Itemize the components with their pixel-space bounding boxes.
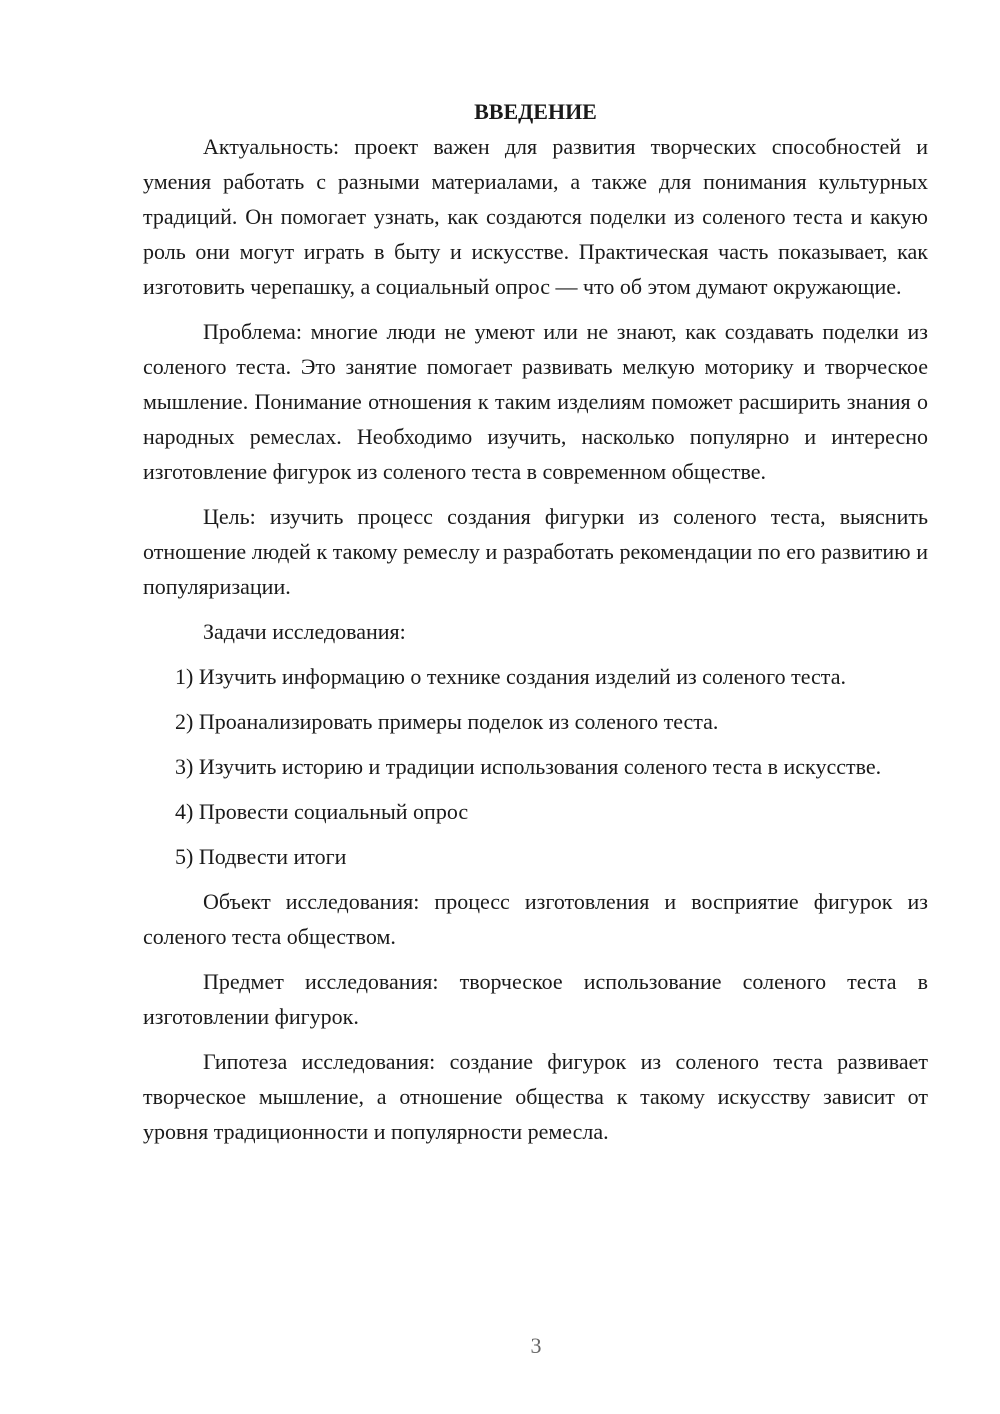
paragraph-subject: Предмет исследования: творческое использование соленого теста в изготовлении фигурок. xyxy=(143,969,928,1029)
paragraph-relevance: Актуальность: проект важен для развития творческих способностей и умения работать с разными материалами, а также для понимания культурных традиций. Он помогает узнать, как создаются поделки из соленого теста и какую роль они могут играть в быту и искусстве. Практическая часть показывает, как изготовить черепашку, а социальный опрос — что об этом думают окружающие. xyxy=(143,134,928,299)
paragraph-problem: Проблема: многие люди не умеют или не знают, как создавать поделки из соленого теста. Это занятие помогает развивать мелкую моторику и творческое мышление. Понимание отношения к таким изделиям поможет расширить знания о народных ремеслах. Необходимо изучить, насколько популярно и интересно изготовление фигурок из соленого теста в современном обществе. xyxy=(143,319,928,484)
task-item-3: 3) Изучить историю и традиции использования соленого теста в искусстве. xyxy=(175,754,882,779)
paragraph-object: Объект исследования: процесс изготовления и восприятие фигурок из соленого теста обществом. xyxy=(143,889,928,949)
paragraph-goal: Цель: изучить процесс создания фигурки из соленого теста, выяснить отношение людей к такому ремеслу и разработать рекомендации по его развитию и популяризации. xyxy=(143,504,928,599)
document-page xyxy=(143,94,928,1159)
tasks-heading: Задачи исследования: xyxy=(203,619,406,644)
task-item-4: 4) Провести социальный опрос xyxy=(175,799,469,824)
task-item-5: 5) Подвести итоги xyxy=(175,844,347,869)
page-number: 3 xyxy=(530,1333,542,1358)
task-item-2: 2) Проанализировать примеры поделок из соленого теста. xyxy=(175,709,719,734)
paragraph-hypothesis: Гипотеза исследования: создание фигурок из соленого теста развивает творческое мышление, а отношение общества к такому искусству зависит от уровня традиционности и популярности ремесла. xyxy=(143,1049,928,1144)
task-item-1: 1) Изучить информацию о технике создания изделий из соленого теста. xyxy=(175,664,846,689)
page-title: ВВЕДЕНИЕ xyxy=(474,99,597,124)
